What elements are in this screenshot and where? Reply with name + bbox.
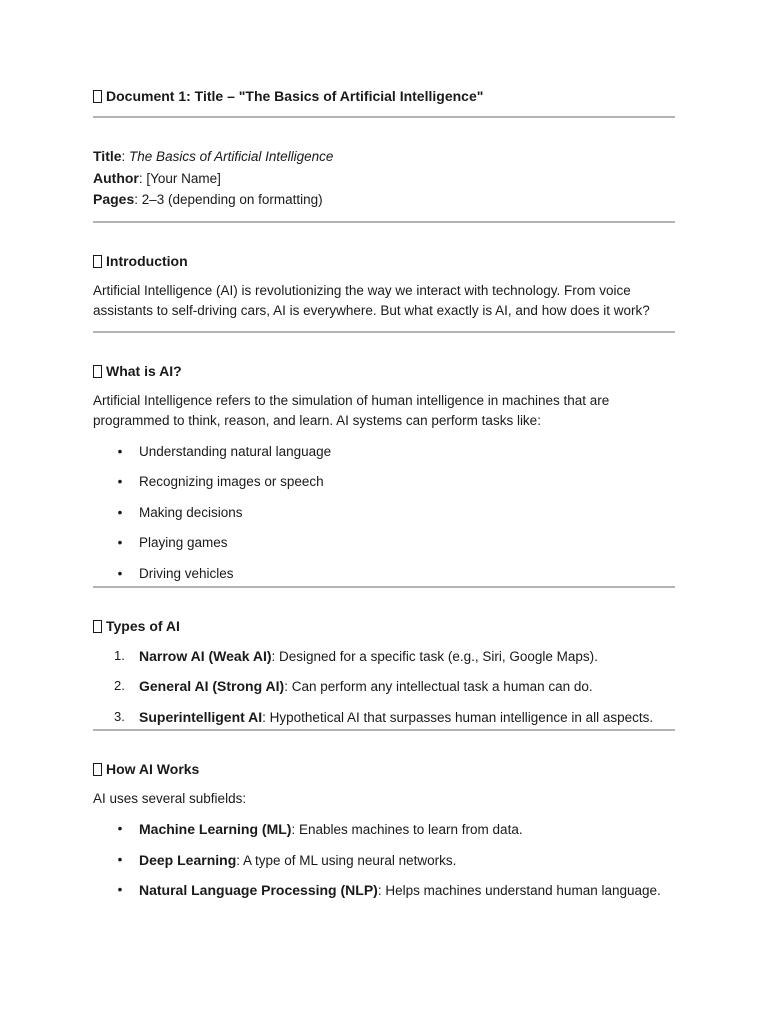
meta-pages-value: : 2–3 (depending on formatting)	[134, 192, 323, 207]
list-item-text: Playing games	[139, 535, 228, 550]
divider	[93, 331, 675, 333]
list-number: 2.	[114, 678, 125, 693]
list-number: 1.	[114, 647, 125, 663]
document-header-text: Document 1: Title – "The Basics of Artificial Intelligence"	[106, 88, 484, 104]
what-is-ai-paragraph: Artificial Intelligence refers to the simulation of human intelligence in machines that are programmed to think, reason, and learn. AI systems can perform tasks like:	[93, 392, 610, 428]
list-item	[93, 503, 675, 534]
section-heading-types-of-ai	[93, 616, 675, 636]
bullet: •	[117, 474, 123, 489]
missing-glyph-icon	[93, 763, 102, 776]
list-item	[93, 850, 675, 881]
section-heading-introduction	[93, 251, 675, 271]
section-heading-text: How AI Works	[106, 760, 200, 777]
how-ai-works-intro: AI uses several subfields:	[93, 790, 247, 806]
section-heading-what-is-ai	[93, 361, 675, 381]
list-term: Machine Learning (ML)	[139, 821, 292, 837]
divider	[93, 221, 675, 223]
section-heading-how-ai-works	[93, 759, 675, 779]
list-term: Narrow AI (Weak AI)	[139, 647, 272, 664]
list-item	[93, 707, 675, 729]
list-item	[93, 646, 675, 677]
list-item-text: Making decisions	[139, 504, 243, 520]
divider	[93, 586, 675, 588]
list-number: 3.	[114, 708, 125, 724]
list-desc: : Hypothetical AI that surpasses human intelligence in all aspects.	[262, 709, 654, 725]
missing-glyph-icon	[93, 90, 102, 103]
list-desc: : A type of ML using neural networks.	[236, 852, 457, 868]
meta-author-value: : [Your Name]	[138, 170, 221, 186]
list-desc: : Enables machines to learn from data.	[291, 822, 523, 837]
section-heading-text: Introduction	[106, 252, 188, 269]
meta-pages	[93, 189, 675, 211]
bullet: •	[117, 851, 123, 867]
divider	[93, 729, 675, 731]
missing-glyph-icon	[93, 365, 102, 378]
bullet: •	[117, 565, 123, 581]
bullet: •	[117, 821, 123, 836]
list-item	[93, 564, 675, 586]
bullet: •	[117, 504, 123, 520]
types-list	[93, 646, 675, 729]
list-desc: : Designed for a specific task (e.g., Siri, Google Maps).	[271, 648, 598, 664]
divider	[93, 116, 675, 118]
list-item	[93, 472, 675, 503]
meta-author-label: Author	[93, 169, 139, 186]
list-term: General AI (Strong AI)	[139, 678, 285, 694]
section-heading-text: Types of AI	[106, 617, 180, 634]
document-meta	[93, 146, 675, 211]
meta-author	[93, 168, 675, 190]
list-item-text: Recognizing images or speech	[139, 474, 324, 489]
document-content	[93, 86, 675, 911]
missing-glyph-icon	[93, 620, 102, 633]
list-item	[93, 533, 675, 564]
list-desc: : Helps machines understand human language.	[377, 883, 661, 898]
section-heading-text: What is AI?	[106, 362, 182, 379]
introduction-paragraph: Artificial Intelligence (AI) is revolutionizing the way we interact with technology. From voice assistants to self-driving cars, AI is everywhere. But what exactly is AI, and how does it work?	[93, 282, 650, 318]
list-term: Superintelligent AI	[139, 708, 263, 725]
bullet: •	[117, 443, 123, 459]
subfields-list	[93, 819, 675, 911]
meta-title-value: The Basics of Artificial Intelligence	[129, 149, 334, 164]
bullet: •	[117, 882, 123, 897]
list-item-text: Understanding natural language	[139, 443, 332, 459]
list-item	[93, 880, 675, 911]
list-term: Deep Learning	[139, 851, 237, 868]
missing-glyph-icon	[93, 255, 102, 268]
list-item-text: Driving vehicles	[139, 565, 234, 581]
bullet: •	[117, 535, 123, 550]
meta-title: Title: The Basics of Artificial Intelligence	[93, 148, 334, 164]
capabilities-list	[93, 442, 675, 586]
meta-pages-label: Pages	[93, 191, 135, 207]
document-header	[93, 86, 675, 106]
list-item	[93, 819, 675, 850]
list-desc: : Can perform any intellectual task a human can do.	[284, 679, 593, 694]
list-item	[93, 442, 675, 473]
list-term: Natural Language Processing (NLP)	[139, 882, 378, 898]
meta-title-label: Title	[93, 148, 122, 164]
list-item	[93, 676, 675, 707]
